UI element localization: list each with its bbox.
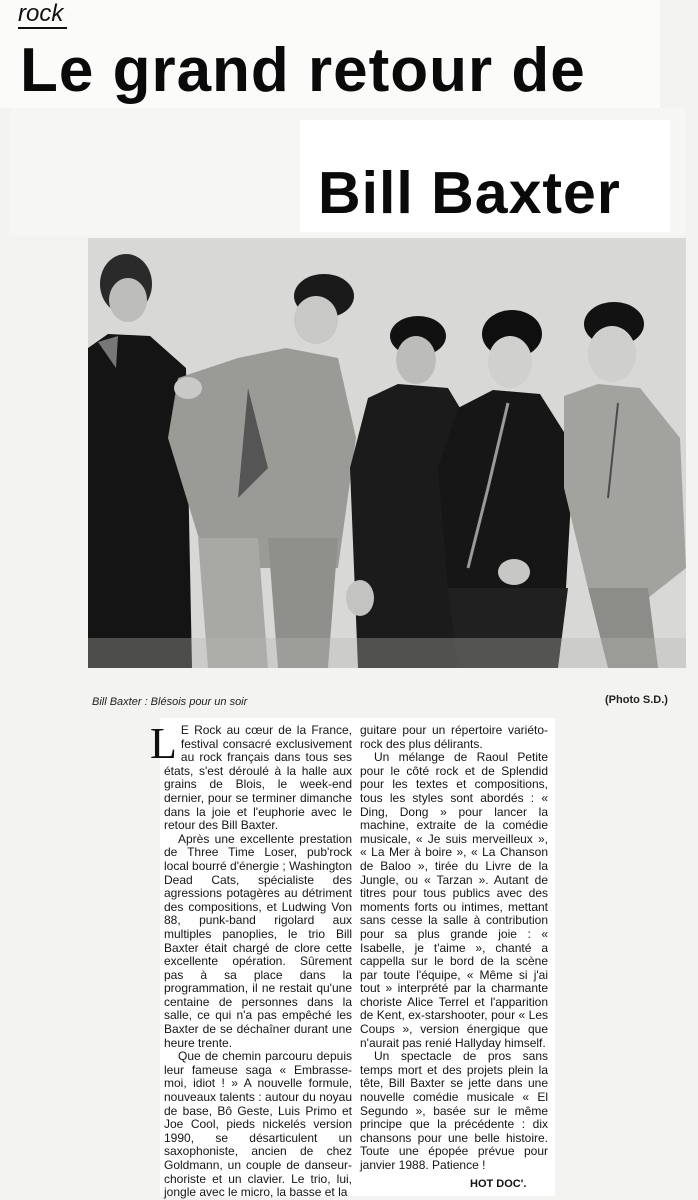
paragraph: Un mélange de Raoul Petite pour le côté rock et de Splendid pour les textes et compositions, tous les styles sont abordés : « Ding, Dong » pour lancer la machine, extraite de la comédie musicale, « Je suis merveilleux », « La Mer à boire », « La Chanson de Baloo », tirée du Livre de la Jungle, ou « Tarzan ». Autant de titres pour tous publics avec des moments forts ou intimes, mettant sans cesse la salle à contribution pour sa plus grande joie : « Isabelle, je t'aime », chanté a cappella sur le bord de la scène par toute l'équipe, « Même si j'ai tout » interprété par la charmante choriste Alice Terrel et l'apparition de Kent, ex-starshooter, pour « Les Coups », version énergique que n'aurait pas renié Hallyday himself. — [360, 750, 548, 1050]
band-photo-image — [88, 238, 686, 668]
drop-cap: L — [150, 719, 177, 768]
article-body — [150, 718, 555, 1200]
headline-name: Bill Baxter — [318, 160, 621, 226]
author-signature: HOT DOC'. — [470, 1178, 527, 1190]
paragraph: Un spectacle de pros sans temps mort et des projets plein la tête, Bill Baxter se jette dans une nouvelle comédie musicale « El Segundo », basée sur le même principe que la précédente : dix chansons pour une belle histoire. Toute une épopée prévue pour janvier 1988. Patience ! — [360, 1049, 548, 1172]
paragraph-intro-text: E Rock au cœur de la France, festival consacré exclusivement au rock français dans tous ses états, s'est déroulé à la halle aux grains de Blois, le week-end dernier, pour se terminer dimanche dans la joie et l'euphorie avec le retour des Bill Baxter. — [164, 723, 352, 833]
band-photo — [88, 238, 686, 668]
article-column-2 — [360, 724, 548, 1173]
paragraph: guitare pour un répertoire variéto-rock des plus délirants. — [360, 723, 548, 751]
article-column-1 — [150, 719, 352, 1200]
paragraph-intro — [150, 719, 352, 833]
paragraph: Que de chemin parcouru depuis leur fameuse saga « Embrasse-moi, idiot ! » A nouvelle formule, nouveaux talents : autour du noyau de base, Bô Geste, Luis Primo et Joe Cool, pieds nickelés version 1990, se désarticulent un saxophoniste, ancien de chez Goldmann, un couple de danseur-choriste et un clavier. Le trio, lui, jongle avec le micro, la basse et la — [164, 1049, 352, 1200]
section-label: rock — [18, 0, 67, 29]
photo-caption: Bill Baxter : Blésois pour un soir — [92, 696, 248, 708]
photo-credit: (Photo S.D.) — [605, 694, 668, 706]
paragraph: Après une excellente prestation de Three Time Loser, pub'rock local bourré d'énergie ; Washington Dead Cats, spécialiste des agressions potagères au détriment des compositions, et Ludwing Von 88, punk-band rigolard aux multiples panoplies, le trio Bill Baxter était chargé de clore cette excellente opération. Sûrement pas à sa place dans la programmation, il ne restait qu'une centaine de personnes dans la salle, ce qui n'a pas empêché les Baxter de se déchaîner durant une heure trente. — [164, 831, 352, 1050]
headline: Le grand retour de — [20, 36, 586, 105]
